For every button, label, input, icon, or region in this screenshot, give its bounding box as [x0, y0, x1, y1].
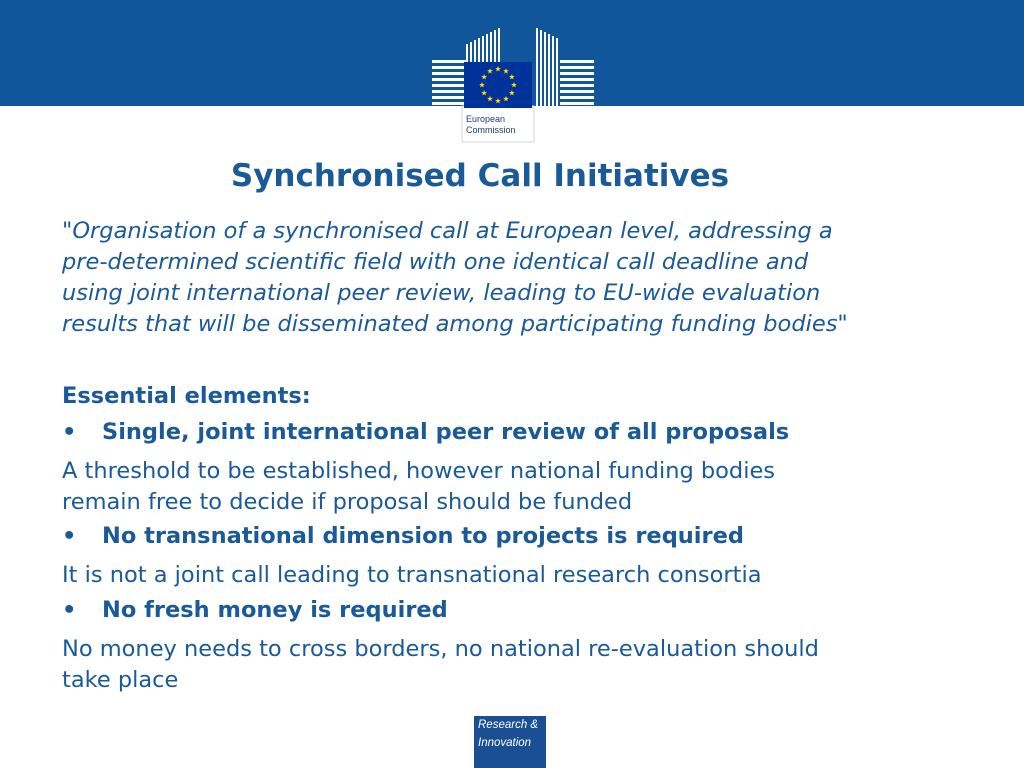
- quote-line: using joint international peer review, leading to EU-wide evaluation: [62, 280, 821, 306]
- bullet-dot: •: [62, 419, 77, 445]
- definition-quote: [62, 216, 1002, 340]
- bullet-item: [62, 419, 789, 445]
- bullet-description: It is not a joint call leading to transnational research consortia: [62, 562, 762, 588]
- quote-line: results that will be disseminated among participating funding bodies": [62, 311, 848, 337]
- bullet-dot: •: [62, 523, 77, 549]
- slide-title: Synchronised Call Initiatives: [230, 158, 730, 194]
- bullet-label: No transnational dimension to projects is required: [102, 523, 744, 549]
- badge-line: Innovation: [478, 737, 532, 749]
- logo-text: European Commission: [466, 114, 516, 135]
- bullet-label: Single, joint international peer review of all proposals: [102, 419, 790, 445]
- bullet-description: A threshold to be established, however national funding bodies remain free to decide if proposal should be funded: [62, 458, 776, 515]
- bullet-item: [62, 597, 448, 623]
- essential-heading: Essential elements:: [62, 383, 311, 409]
- bullet-label: No fresh money is required: [102, 597, 448, 623]
- badge-line: Research &: [478, 719, 539, 731]
- bullet-description: No money needs to cross borders, no national re-evaluation should take place: [62, 636, 819, 693]
- quote-line: pre-determined scientific field with one identical call deadline and: [62, 249, 809, 275]
- bullet-dot: •: [62, 597, 77, 623]
- bullet-item: [62, 523, 744, 549]
- research-innovation-badge: [474, 716, 546, 768]
- quote-line: "Organisation of a synchronised call at European level, addressing a: [62, 218, 833, 244]
